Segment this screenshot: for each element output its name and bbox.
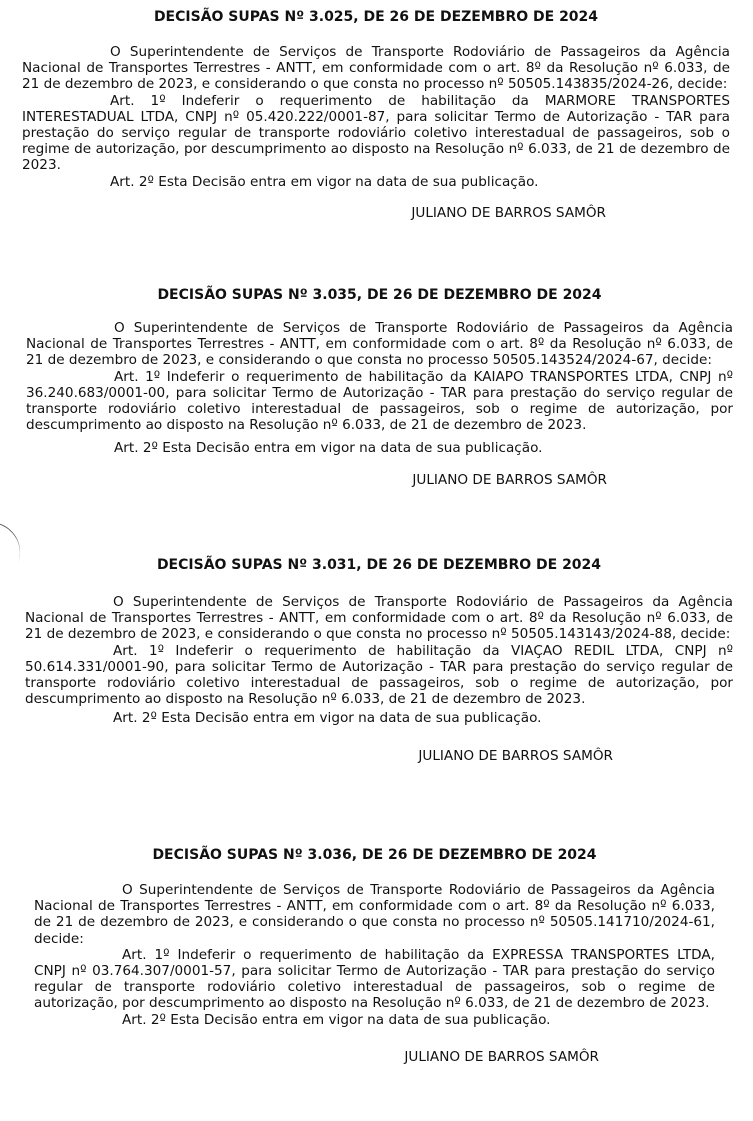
decision-article-1: Art. 1º Indeferir o requerimento de habilitação da KAIAPO TRANSPORTES LTDA, CNPJ nº 36.240.683/0001-00, para solicitar Termo de Autorização - TAR para prestação do serviço regular de transporte rodoviário coletivo interestadual de passageiros, sob o regime de autorização, por descumprimento ao disposto na Resolução nº 6.033, de 21 de dezembro de 2023. [26, 368, 733, 434]
decision-title: DECISÃO SUPAS Nº 3.025, DE 26 DE DEZEMBRO DE 2024 [153, 9, 599, 25]
decision-body [25, 594, 733, 727]
decision-title: DECISÃO SUPAS Nº 3.031, DE 26 DE DEZEMBRO DE 2024 [156, 557, 602, 573]
decision-article-1: Art. 1º Indeferir o requerimento de habilitação da VIAÇAO REDIL LTDA, CNPJ nº 50.614.331/0001-90, para solicitar Termo de Autorização - TAR para prestação do serviço regular de transporte rodoviário coletivo interestadual de passageiros, sob o regime de autorização, por descumprimento ao disposto na Resolução nº 6.033, de 21 de dezembro de 2023. [25, 642, 733, 708]
decision-title: DECISÃO SUPAS Nº 3.035, DE 26 DE DEZEMBRO DE 2024 [157, 287, 602, 303]
decision-3031 [25, 556, 733, 765]
decision-signature: JULIANO DE BARROS SAMÔR [412, 471, 607, 488]
decision-article-1: Art. 1º Indeferir o requerimento de habilitação da EXPRESSA TRANSPORTES LTDA, CNPJ nº 03.764.307/0001-57, para solicitar Termo de Autorização - TAR para prestação do serviço regular de transporte rodoviário coletivo interestadual de passageiros, sob o regime de autorização, por descumprimento ao disposto na Resolução nº 6.033, de 21 de dezembro de 2023. [34, 946, 715, 1012]
decision-body [34, 882, 715, 1028]
decision-signature: JULIANO DE BARROS SAMÔR [411, 204, 606, 221]
decision-3025 [22, 8, 730, 222]
decision-article-2: Art. 2º Esta Decisão entra em vigor na data de sua publicação. [110, 173, 539, 190]
decision-article-2: Art. 2º Esta Decisão entra em vigor na data de sua publicação. [122, 1011, 551, 1028]
decision-preamble: O Superintendente de Serviços de Transporte Rodoviário de Passageiros da Agência Nacional de Transportes Terrestres - ANTT, em conformidade com o art. 8º da Resolução nº 6.033, de 21 de dezembro de 2023, e considerando o que consta no processo nº 50505.143143/2024-88, decide: [25, 594, 733, 643]
decision-signature: JULIANO DE BARROS SAMÔR [404, 1048, 599, 1065]
decision-article-2: Art. 2º Esta Decisão entra em vigor na data de sua publicação. [114, 440, 543, 457]
decision-title: DECISÃO SUPAS Nº 3.036, DE 26 DE DEZEMBRO DE 2024 [152, 847, 597, 863]
decision-article-2: Art. 2º Esta Decisão entra em vigor na data de sua publicação. [113, 710, 542, 727]
decision-signature: JULIANO DE BARROS SAMÔR [418, 747, 613, 764]
decision-body [22, 44, 730, 190]
decision-body [26, 320, 733, 457]
decision-preamble: O Superintendente de Serviços de Transporte Rodoviário de Passageiros da Agência Nacional de Transportes Terrestres - ANTT, em conformidade com o art. 8º da Resolução nº 6.033, de 21 de dezembro de 2023, e considerando o que consta no processo nº 50505.143835/2024-26, decide: [22, 44, 730, 93]
decision-preamble: O Superintendente de Serviços de Transporte Rodoviário de Passageiros da Agência Nacional de Transportes Terrestres - ANTT, em conformidade com o art. 8º da Resolução nº 6.033, de 21 de dezembro de 2023, e considerando o que consta no processo nº 50505.141710/2024-61, decide: [34, 882, 715, 947]
decision-3036 [34, 846, 715, 1066]
decision-article-1: Art. 1º Indeferir o requerimento de habilitação da MARMORE TRANSPORTES INTERESTADUAL LTDA, CNPJ nº 05.420.222/0001-87, para solicitar Termo de Autorização - TAR para prestação do serviço regular de transporte rodoviário coletivo interestadual de passageiros, sob o regime de autorização, por descumprimento ao disposto na Resolução nº 6.033, de 21 de dezembro de 2023. [22, 92, 730, 174]
decision-preamble: O Superintendente de Serviços de Transporte Rodoviário de Passageiros da Agência Nacional de Transportes Terrestres - ANTT, em conformidade com o art. 8º da Resolução nº 6.033, de 21 de dezembro de 2023, e considerando o que consta no processo 50505.143524/2024-67, decide: [26, 320, 733, 369]
decision-3035 [26, 286, 733, 489]
